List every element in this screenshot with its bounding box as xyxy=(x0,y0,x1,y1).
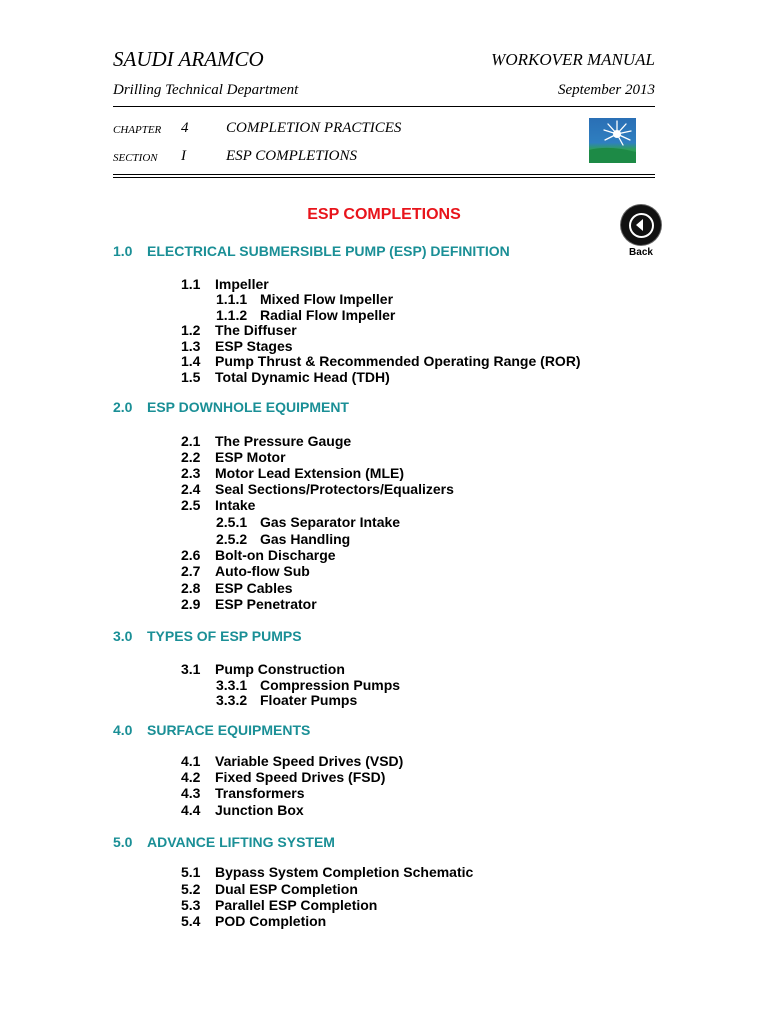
item-title: Impeller xyxy=(215,276,269,292)
section-heading-2[interactable] xyxy=(113,399,349,415)
item-title: Variable Speed Drives (VSD) xyxy=(215,753,404,769)
toc-item-4-4[interactable] xyxy=(181,802,304,818)
toc-item-3-3-1[interactable] xyxy=(216,677,400,693)
item-number: 1.3 xyxy=(181,338,201,354)
item-number: 5.0 xyxy=(113,834,133,850)
back-button[interactable] xyxy=(620,204,662,262)
item-title: Floater Pumps xyxy=(260,692,358,708)
document-date: September 2013 xyxy=(557,82,655,98)
item-number: 2.9 xyxy=(181,596,201,612)
manual-title: WORKOVER MANUAL xyxy=(491,50,655,69)
item-number: 4.2 xyxy=(181,769,201,785)
item-title: ADVANCE LIFTING SYSTEM xyxy=(147,834,335,850)
toc-item-1-1[interactable] xyxy=(181,276,269,292)
toc-item-2-9[interactable] xyxy=(181,596,317,612)
section-heading-3[interactable] xyxy=(113,628,302,644)
toc-item-2-5[interactable] xyxy=(181,497,255,513)
document-title: ESP COMPLETIONS xyxy=(307,206,461,223)
item-number: 4.0 xyxy=(113,722,133,738)
item-title: The Pressure Gauge xyxy=(215,433,352,449)
item-title: POD Completion xyxy=(215,913,327,929)
toc-item-2-1[interactable] xyxy=(181,433,351,449)
toc-item-5-4[interactable] xyxy=(181,913,326,929)
item-title: Bolt-on Discharge xyxy=(215,547,336,563)
company-name: SAUDI ARAMCO xyxy=(113,47,264,71)
back-arrow-icon xyxy=(621,205,661,245)
item-number: 2.5 xyxy=(181,497,201,513)
item-title: ESP Penetrator xyxy=(215,596,317,612)
item-number: 2.1 xyxy=(181,433,201,449)
item-title: Transformers xyxy=(215,785,305,801)
department-name: Drilling Technical Department xyxy=(113,82,299,98)
section-heading-1[interactable] xyxy=(113,243,510,259)
toc-item-5-3[interactable] xyxy=(181,897,377,913)
item-number: 2.6 xyxy=(181,547,201,563)
chapter-title: COMPLETION PRACTICES xyxy=(226,120,402,136)
item-title: ESP Motor xyxy=(215,449,286,465)
item-title: Mixed Flow Impeller xyxy=(260,291,394,307)
toc-item-5-1[interactable] xyxy=(181,864,473,880)
toc-item-2-6[interactable] xyxy=(181,547,336,563)
item-title: Total Dynamic Head (TDH) xyxy=(215,369,390,385)
item-title: Radial Flow Impeller xyxy=(260,307,396,323)
toc-item-5-2[interactable] xyxy=(181,881,358,897)
item-number: 4.1 xyxy=(181,753,201,769)
item-number: 2.4 xyxy=(181,481,201,497)
aramco-logo xyxy=(589,118,636,163)
toc-item-4-3[interactable] xyxy=(181,785,304,801)
item-title: Dual ESP Completion xyxy=(215,881,358,897)
item-title: The Diffuser xyxy=(215,322,297,338)
item-number: 5.3 xyxy=(181,897,201,913)
item-title: ESP DOWNHOLE EQUIPMENT xyxy=(147,399,349,415)
toc-item-2-7[interactable] xyxy=(181,563,310,579)
toc-item-2-5-2[interactable] xyxy=(216,531,350,547)
header-rule-top xyxy=(113,174,655,175)
item-number: 3.3.2 xyxy=(216,692,248,708)
item-title: Intake xyxy=(215,497,256,513)
item-title: SURFACE EQUIPMENTS xyxy=(147,722,311,738)
toc-item-3-1[interactable] xyxy=(181,661,345,677)
back-button-label: Back xyxy=(629,247,653,258)
item-number: 2.0 xyxy=(113,399,133,415)
item-number: 2.2 xyxy=(181,449,201,465)
item-number: 2.3 xyxy=(181,465,201,481)
chapter-label: CHAPTER xyxy=(113,124,162,136)
toc-item-1-3[interactable] xyxy=(181,338,293,354)
item-number: 2.7 xyxy=(181,563,201,579)
toc-item-2-4[interactable] xyxy=(181,481,454,497)
toc-item-1-1-1[interactable] xyxy=(216,291,393,307)
toc-item-4-2[interactable] xyxy=(181,769,385,785)
item-number: 1.1.1 xyxy=(216,291,248,307)
item-title: ESP Cables xyxy=(215,580,293,596)
item-title: Seal Sections/Protectors/Equalizers xyxy=(215,481,454,497)
item-number: 5.2 xyxy=(181,881,201,897)
toc-item-1-2[interactable] xyxy=(181,322,297,338)
item-title: Junction Box xyxy=(215,802,304,818)
item-title: Gas Handling xyxy=(260,531,351,547)
item-number: 4.4 xyxy=(181,802,201,818)
item-number: 4.3 xyxy=(181,785,201,801)
item-title: Motor Lead Extension (MLE) xyxy=(215,465,404,481)
toc-item-3-3-2[interactable] xyxy=(216,692,357,708)
section-label: SECTION xyxy=(113,152,158,164)
item-title: Pump Thrust & Recommended Operating Range (ROR) xyxy=(215,353,581,369)
item-number: 1.1 xyxy=(181,276,201,292)
item-title: Parallel ESP Completion xyxy=(215,897,378,913)
toc-item-4-1[interactable] xyxy=(181,753,403,769)
item-title: Bypass System Completion Schematic xyxy=(215,864,474,880)
section-number: 1.0 xyxy=(113,243,133,259)
item-number: 2.8 xyxy=(181,580,201,596)
item-number: 1.5 xyxy=(181,369,201,385)
section-heading-5[interactable] xyxy=(113,834,335,850)
item-title: Compression Pumps xyxy=(260,677,401,693)
header-divider xyxy=(113,106,655,107)
item-title: Fixed Speed Drives (FSD) xyxy=(215,769,386,785)
chapter-number: 4 xyxy=(181,120,189,136)
section-title: ESP COMPLETIONS xyxy=(226,148,357,164)
item-title: Auto-flow Sub xyxy=(215,563,310,579)
toc-item-1-5[interactable] xyxy=(181,369,390,385)
item-number: 2.5.2 xyxy=(216,531,248,547)
item-number: 3.0 xyxy=(113,628,133,644)
item-number: 3.3.1 xyxy=(216,677,248,693)
toc-item-2-8[interactable] xyxy=(181,580,293,596)
item-number: 3.1 xyxy=(181,661,201,677)
toc-item-2-3[interactable] xyxy=(181,465,404,481)
item-title: Pump Construction xyxy=(215,661,345,677)
item-number: 2.5.1 xyxy=(216,514,248,530)
toc-item-1-4[interactable] xyxy=(181,353,581,369)
item-number: 1.4 xyxy=(181,353,201,369)
item-number: 5.4 xyxy=(181,913,201,929)
item-title: Gas Separator Intake xyxy=(260,514,401,530)
item-number: 1.1.2 xyxy=(216,307,248,323)
section-number: I xyxy=(181,148,186,164)
header-rule-bottom xyxy=(113,177,655,178)
section-heading-4[interactable] xyxy=(113,722,310,738)
toc-item-2-2[interactable] xyxy=(181,449,286,465)
item-number: 5.1 xyxy=(181,864,201,880)
item-title: ESP Stages xyxy=(215,338,293,354)
item-title: TYPES OF ESP PUMPS xyxy=(147,628,302,644)
item-number: 1.2 xyxy=(181,322,201,338)
toc-item-2-5-1[interactable] xyxy=(216,514,400,530)
section-title: ELECTRICAL SUBMERSIBLE PUMP (ESP) DEFINITION xyxy=(147,243,510,259)
toc-item-1-1-2[interactable] xyxy=(216,307,395,323)
